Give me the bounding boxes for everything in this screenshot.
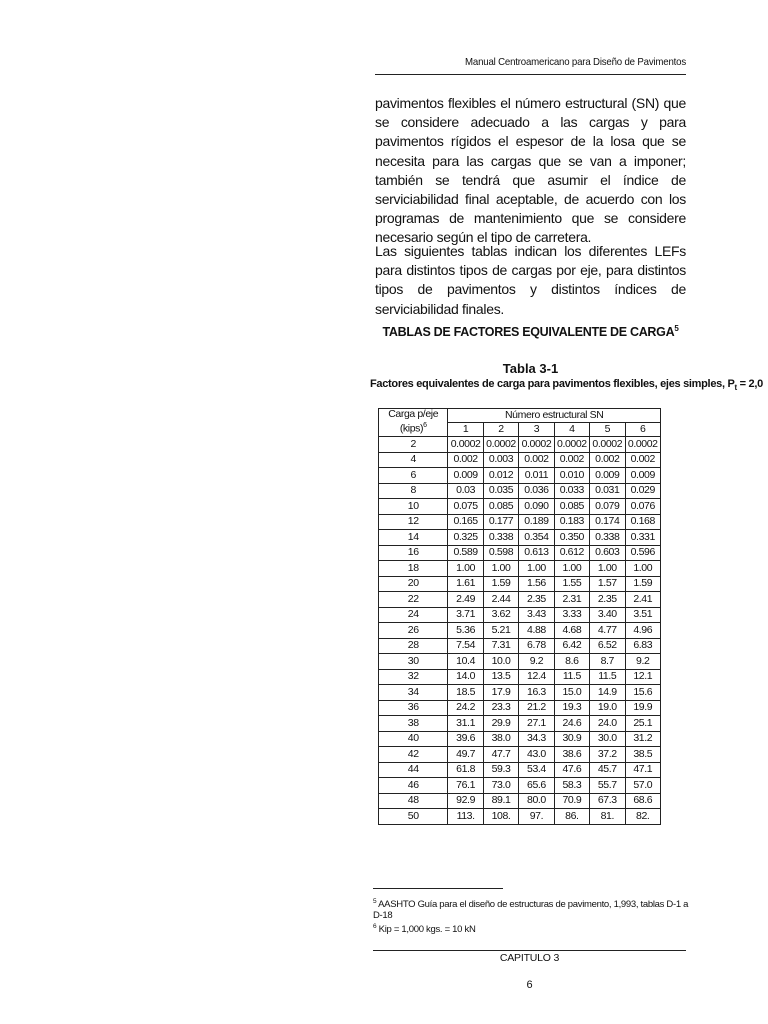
lef-cell: 14.0 [448, 669, 483, 685]
lef-cell: 58.3 [554, 778, 589, 794]
lef-cell: 0.002 [625, 452, 661, 468]
table-row [379, 437, 661, 453]
lef-cell: 25.1 [625, 716, 661, 732]
lef-cell: 1.00 [448, 561, 483, 577]
lef-cell: 8.7 [590, 654, 625, 670]
lef-cell: 0.0002 [448, 437, 483, 453]
load-cell: 24 [379, 607, 448, 623]
lef-cell: 31.1 [448, 716, 483, 732]
lef-cell: 15.6 [625, 685, 661, 701]
table-row [379, 499, 661, 515]
lef-cell: 0.035 [483, 483, 518, 499]
lef-cell: 18.5 [448, 685, 483, 701]
lef-cell: 0.033 [554, 483, 589, 499]
lef-cell: 0.003 [483, 452, 518, 468]
table-row [379, 592, 661, 608]
lef-cell: 0.165 [448, 514, 483, 530]
lef-cell: 0.012 [483, 468, 518, 484]
lef-cell: 82. [625, 809, 661, 825]
table-row [379, 747, 661, 763]
load-column-header: Carga p/eje (kips)$^6$ [379, 409, 448, 437]
table-caption-subscript: t [734, 383, 737, 393]
load-cell: 44 [379, 762, 448, 778]
lef-cell: 0.350 [554, 530, 589, 546]
lef-cell: 86. [554, 809, 589, 825]
lef-cell: 10.0 [483, 654, 518, 670]
lef-cell: 0.009 [448, 468, 483, 484]
lef-cell: 11.5 [590, 669, 625, 685]
lef-cell: 53.4 [519, 762, 554, 778]
lef-cell: 0.079 [590, 499, 625, 515]
lef-cell: 0.002 [554, 452, 589, 468]
lef-cell: 19.9 [625, 700, 661, 716]
lef-cell: 21.2 [519, 700, 554, 716]
table-row [379, 561, 661, 577]
load-cell: 6 [379, 468, 448, 484]
lef-cell: 2.35 [519, 592, 554, 608]
lef-cell: 30.9 [554, 731, 589, 747]
lef-cell: 81. [590, 809, 625, 825]
lef-cell: 15.0 [554, 685, 589, 701]
lef-cell: 27.1 [519, 716, 554, 732]
lef-cell: 3.43 [519, 607, 554, 623]
load-cell: 2 [379, 437, 448, 453]
table-row [379, 514, 661, 530]
header-rule [375, 74, 686, 75]
lef-cell: 0.177 [483, 514, 518, 530]
lef-table [378, 408, 661, 825]
lef-cell: 4.68 [554, 623, 589, 639]
lef-cell: 3.33 [554, 607, 589, 623]
lef-cell: 59.3 [483, 762, 518, 778]
load-cell: 30 [379, 654, 448, 670]
load-cell: 42 [379, 747, 448, 763]
lef-cell: 0.174 [590, 514, 625, 530]
lef-cell: 0.331 [625, 530, 661, 546]
table-row [379, 638, 661, 654]
lef-cell: 68.6 [625, 793, 661, 809]
lef-cell: 0.338 [483, 530, 518, 546]
table-title: Tabla 3-1 [502, 361, 559, 376]
lef-cell: 0.0002 [625, 437, 661, 453]
lef-cell: 1.59 [625, 576, 661, 592]
lef-cell: 1.56 [519, 576, 554, 592]
lef-cell: 6.42 [554, 638, 589, 654]
lef-cell: 0.036 [519, 483, 554, 499]
lef-cell: 3.62 [483, 607, 518, 623]
lef-cell: 1.61 [448, 576, 483, 592]
lef-cell: 43.0 [519, 747, 554, 763]
lef-cell: 6.52 [590, 638, 625, 654]
lef-cell: 17.9 [483, 685, 518, 701]
lef-cell: 0.613 [519, 545, 554, 561]
lef-cell: 2.49 [448, 592, 483, 608]
lef-cell: 0.183 [554, 514, 589, 530]
table-row [379, 809, 661, 825]
lef-cell: 0.002 [590, 452, 625, 468]
load-cell: 14 [379, 530, 448, 546]
lef-cell: 0.0002 [554, 437, 589, 453]
footer-chapter: CAPITULO 3 [499, 952, 560, 964]
lef-cell: 65.6 [519, 778, 554, 794]
lef-cell: 5.21 [483, 623, 518, 639]
lef-cell: 5.36 [448, 623, 483, 639]
lef-cell: 113. [448, 809, 483, 825]
lef-cell: 34.3 [519, 731, 554, 747]
lef-cell: 1.00 [554, 561, 589, 577]
lef-cell: 37.2 [590, 747, 625, 763]
lef-cell: 1.00 [519, 561, 554, 577]
lef-cell: 0.085 [554, 499, 589, 515]
lef-cell: 30.0 [590, 731, 625, 747]
lef-cell: 89.1 [483, 793, 518, 809]
lef-cell: 13.5 [483, 669, 518, 685]
lef-cell: 0.03 [448, 483, 483, 499]
lef-cell: 0.0002 [590, 437, 625, 453]
footnote-rule [373, 888, 503, 889]
lef-cell: 6.83 [625, 638, 661, 654]
table-row [379, 623, 661, 639]
lef-cell: 6.78 [519, 638, 554, 654]
lef-cell: 38.6 [554, 747, 589, 763]
lef-cell: 0.612 [554, 545, 589, 561]
lef-cell: 108. [483, 809, 518, 825]
lef-cell: 76.1 [448, 778, 483, 794]
load-cell: 28 [379, 638, 448, 654]
lef-cell: 47.1 [625, 762, 661, 778]
load-cell: 26 [379, 623, 448, 639]
lef-cell: 0.596 [625, 545, 661, 561]
lef-cell: 29.9 [483, 716, 518, 732]
lef-cell: 0.325 [448, 530, 483, 546]
lef-cell: 47.7 [483, 747, 518, 763]
table-row [379, 669, 661, 685]
lef-cell: 24.0 [590, 716, 625, 732]
lef-cell: 0.029 [625, 483, 661, 499]
lef-cell: 1.00 [625, 561, 661, 577]
lef-cell: 0.589 [448, 545, 483, 561]
load-cell: 34 [379, 685, 448, 701]
load-cell: 38 [379, 716, 448, 732]
lef-cell: 38.0 [483, 731, 518, 747]
table-row [379, 685, 661, 701]
lef-cell: 0.010 [554, 468, 589, 484]
lef-cell: 0.189 [519, 514, 554, 530]
load-cell: 50 [379, 809, 448, 825]
load-cell: 8 [379, 483, 448, 499]
lef-cell: 3.51 [625, 607, 661, 623]
lef-cell: 4.96 [625, 623, 661, 639]
lef-cell: 0.009 [625, 468, 661, 484]
footnotes [373, 896, 693, 935]
lef-cell: 1.57 [590, 576, 625, 592]
lef-cell: 7.31 [483, 638, 518, 654]
sn-column-header: 2 [483, 423, 518, 437]
load-cell: 10 [379, 499, 448, 515]
lef-cell: 0.009 [590, 468, 625, 484]
lef-cell: 0.598 [483, 545, 518, 561]
lef-cell: 80.0 [519, 793, 554, 809]
lef-cell: 57.0 [625, 778, 661, 794]
lef-cell: 9.2 [625, 654, 661, 670]
load-cell: 46 [379, 778, 448, 794]
load-cell: 48 [379, 793, 448, 809]
sn-column-header: 3 [519, 423, 554, 437]
lef-cell: 8.6 [554, 654, 589, 670]
lef-cell: 12.4 [519, 669, 554, 685]
page-number: 6 [526, 979, 533, 991]
lef-cell: 67.3 [590, 793, 625, 809]
table-row [379, 700, 661, 716]
table-row [379, 576, 661, 592]
table-caption [370, 378, 763, 393]
table-row [379, 793, 661, 809]
lef-cell: 0.002 [448, 452, 483, 468]
lef-cell: 49.7 [448, 747, 483, 763]
lef-cell: 31.2 [625, 731, 661, 747]
sn-group-header: Número estructural SN [448, 409, 661, 423]
lef-cell: 10.4 [448, 654, 483, 670]
lef-cell: 0.075 [448, 499, 483, 515]
lef-cell: 0.0002 [519, 437, 554, 453]
lef-cell: 38.5 [625, 747, 661, 763]
lef-cell: 73.0 [483, 778, 518, 794]
sn-column-header: 4 [554, 423, 589, 437]
lef-cell: 39.6 [448, 731, 483, 747]
table-row [379, 778, 661, 794]
lef-cell: 4.77 [590, 623, 625, 639]
sn-column-header: 5 [590, 423, 625, 437]
load-cell: 4 [379, 452, 448, 468]
table-row [379, 654, 661, 670]
lef-cell: 1.00 [590, 561, 625, 577]
lef-cell: 55.7 [590, 778, 625, 794]
load-cell: 16 [379, 545, 448, 561]
sn-column-header: 6 [625, 423, 661, 437]
lef-cell: 70.9 [554, 793, 589, 809]
load-cell: 40 [379, 731, 448, 747]
lef-cell: 1.59 [483, 576, 518, 592]
lef-cell: 97. [519, 809, 554, 825]
lef-cell: 0.603 [590, 545, 625, 561]
table-row [379, 731, 661, 747]
lef-cell: 1.55 [554, 576, 589, 592]
lef-cell: 0.168 [625, 514, 661, 530]
lef-cell: 0.354 [519, 530, 554, 546]
lef-cell: 0.011 [519, 468, 554, 484]
body-paragraph-1: pavimentos flexibles el número estructural (SN) que se considere adecuado a las cargas y para pavimentos rígidos el espesor de la losa que se necesita para las cargas que se van a imponer; también se tendrá que asumir el índice de serviciabilidad final aceptable, de acuerdo con los programas de mantenimiento que se considere necesario según el tipo de carretera. [375, 95, 686, 246]
lef-cell: 0.076 [625, 499, 661, 515]
lef-cell: 0.090 [519, 499, 554, 515]
lef-cell: 4.88 [519, 623, 554, 639]
table-row [379, 468, 661, 484]
table-caption-tail: = 2,0 [736, 378, 763, 390]
table-row [379, 716, 661, 732]
footer-rule [373, 950, 686, 951]
footnote-ref-5: 5 [674, 324, 679, 333]
lef-cell: 24.6 [554, 716, 589, 732]
lef-cell: 0.0002 [483, 437, 518, 453]
lef-cell: 2.41 [625, 592, 661, 608]
lef-cell: 19.0 [590, 700, 625, 716]
lef-cell: 47.6 [554, 762, 589, 778]
table-row [379, 452, 661, 468]
lef-cell: 61.8 [448, 762, 483, 778]
lef-cell: 11.5 [554, 669, 589, 685]
load-cell: 36 [379, 700, 448, 716]
lef-cell: 1.00 [483, 561, 518, 577]
table-row [379, 483, 661, 499]
lef-cell: 2.44 [483, 592, 518, 608]
lef-cell: 45.7 [590, 762, 625, 778]
load-cell: 22 [379, 592, 448, 608]
lef-cell: 16.3 [519, 685, 554, 701]
load-cell: 12 [379, 514, 448, 530]
lef-cell: 92.9 [448, 793, 483, 809]
body-paragraph-2: Las siguientes tablas indican los diferentes LEFs para distintos tipos de cargas por eje, para distintos tipos de pavimentos y distintos índices de serviciabilidad finales. [375, 243, 686, 317]
table-row [379, 607, 661, 623]
lef-cell: 19.3 [554, 700, 589, 716]
lef-cell: 3.71 [448, 607, 483, 623]
section-title-text: TABLAS DE FACTORES EQUIVALENTE DE CARGA [382, 325, 675, 340]
lef-cell: 23.3 [483, 700, 518, 716]
table-row [379, 530, 661, 546]
footnote-ref-6: 6 [423, 422, 427, 429]
lef-cell: 14.9 [590, 685, 625, 701]
lef-cell: 2.35 [590, 592, 625, 608]
lef-cell: 0.085 [483, 499, 518, 515]
table-caption-main: Factores equivalentes de carga para pavimentos flexibles, ejes simples, P [370, 378, 735, 390]
section-title [375, 324, 686, 339]
lef-cell: 12.1 [625, 669, 661, 685]
lef-cell: 0.002 [519, 452, 554, 468]
lef-cell: 3.40 [590, 607, 625, 623]
lef-table-body [379, 437, 661, 825]
lef-cell: 24.2 [448, 700, 483, 716]
load-cell: 32 [379, 669, 448, 685]
lef-cell: 2.31 [554, 592, 589, 608]
footnote-6: $^6$ Kip = 1,000 kgs. = 10 kN [373, 923, 476, 936]
lef-cell: 7.54 [448, 638, 483, 654]
running-header: Manual Centroamericano para Diseño de Pavimentos [465, 56, 686, 68]
sn-column-header: 1 [448, 423, 483, 437]
load-cell: 18 [379, 561, 448, 577]
footnote-5: $^5$ AASHTO Guía para el diseño de estructuras de pavimento, 1,993, tablas D-1 a D-18 [373, 898, 689, 922]
table-row [379, 545, 661, 561]
lef-cell: 0.031 [590, 483, 625, 499]
lef-cell: 0.338 [590, 530, 625, 546]
load-cell: 20 [379, 576, 448, 592]
lef-cell: 9.2 [519, 654, 554, 670]
table-row [379, 762, 661, 778]
